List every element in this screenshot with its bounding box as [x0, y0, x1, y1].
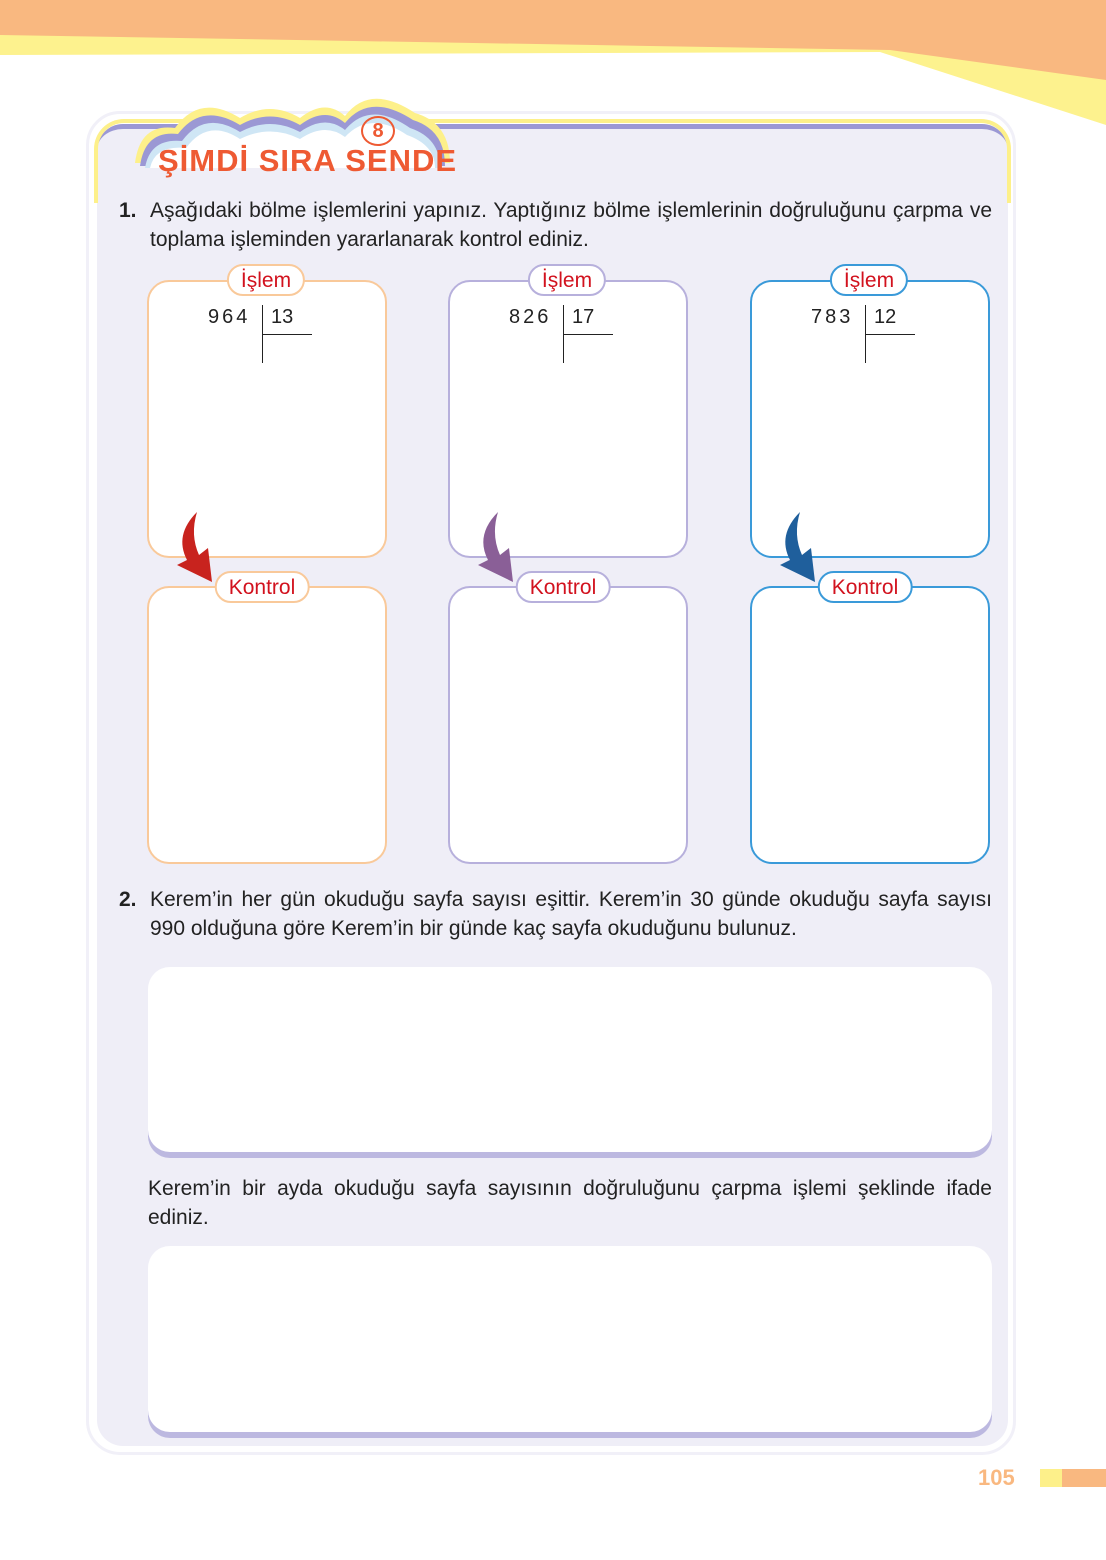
islem-label: İşlem: [227, 264, 305, 296]
kontrol-label: Kontrol: [516, 571, 611, 603]
curved-arrow-icon: [473, 510, 518, 585]
islem-label: İşlem: [528, 264, 606, 296]
kontrol-label: Kontrol: [818, 571, 913, 603]
sub-question-text: Kerem’in bir ayda okuduğu sayfa sayısının doğruluğunu çarpma işlemi şeklinde ifade ediniz.: [148, 1177, 992, 1229]
divisor: 12: [874, 306, 897, 328]
check-work-box[interactable]: [147, 586, 387, 864]
division-horizontal-line: [865, 334, 915, 335]
answer-box-1[interactable]: [148, 967, 992, 1152]
question-text: Aşağıdaki bölme işlemlerini yapınız. Yaptığınız bölme işlemlerinin doğruluğunu çarpma ve toplama işleminden yararlanarak kontrol ediniz.: [150, 199, 992, 251]
question-text: Kerem’in her gün okuduğu sayfa sayısı eşittir. Kerem’in 30 günde okuduğu sayfa sayısı 990 olduğuna göre Kerem’in bir günde kaç sayfa okuduğunu bulunuz.: [150, 888, 992, 940]
section-title: ŞİMDİ SIRA SENDE: [158, 143, 458, 178]
activity-number-badge: 8: [361, 116, 395, 146]
division-horizontal-line: [563, 334, 613, 335]
dividend: 964: [208, 306, 251, 328]
divisor: 13: [271, 306, 294, 328]
question-number: 2.: [119, 888, 137, 911]
curved-arrow-icon: [172, 510, 217, 585]
answer-box-2[interactable]: [148, 1246, 992, 1432]
check-work-box[interactable]: [448, 586, 688, 864]
dividend: 783: [811, 306, 854, 328]
islem-label: İşlem: [830, 264, 908, 296]
footer-stripe-orange: [1062, 1469, 1106, 1487]
footer-stripe-yellow: [1040, 1469, 1062, 1487]
question-number: 1.: [119, 199, 137, 222]
dividend: 826: [509, 306, 552, 328]
question-2: [119, 885, 992, 943]
question-1: [119, 196, 992, 254]
check-work-box[interactable]: [750, 586, 990, 864]
curved-arrow-icon: [775, 510, 820, 585]
division-horizontal-line: [262, 334, 312, 335]
page-number: 105: [978, 1465, 1015, 1490]
kontrol-label: Kontrol: [215, 571, 310, 603]
divisor: 17: [572, 306, 595, 328]
